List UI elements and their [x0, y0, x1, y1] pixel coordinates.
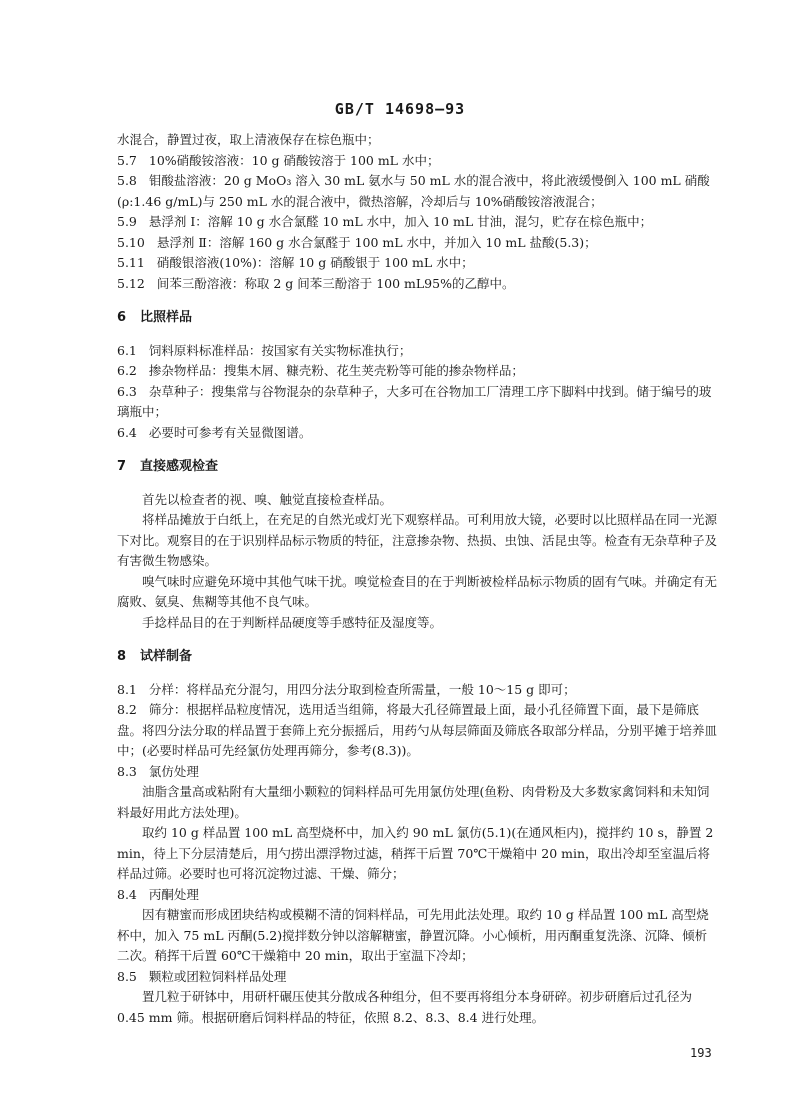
clause-text: 筛分：根据样品粒度情况，选用适当组筛，将最大孔径筛置最上面，最小孔径筛置下面，最下是筛底盘。将四分法分取的样品置于套筛上充分振摇后，用药勺从每层筛面及筛底各取部分样品，分别平摊于培养皿中；(必要时样品可先经氯仿处理再筛分，参考(8.3))。: [117, 702, 718, 758]
clause-text: 首先以检查者的视、嗅、触觉直接检查样品。: [142, 491, 393, 507]
clause-number: 5.10: [117, 234, 145, 250]
document-body: [117, 130, 717, 1028]
paragraph: [117, 151, 717, 172]
clause-text: 水混合，静置过夜，取上清液保存在棕色瓶中；: [117, 132, 380, 147]
paragraph: [117, 490, 717, 511]
paragraph: [117, 341, 717, 362]
clause-number: 7: [117, 459, 127, 474]
paragraph: [117, 274, 717, 295]
clause-text: 氯仿处理: [148, 763, 199, 779]
clause-text: 试样制备: [140, 649, 193, 664]
paragraph: [117, 130, 717, 151]
paragraph: [117, 510, 717, 572]
clause-text: 悬浮剂 Ⅰ：溶解 10 g 水合氯醛 10 mL 水中，加入 10 mL 甘油，混匀，贮存在棕色瓶中；: [148, 214, 653, 229]
paragraph: [117, 782, 717, 823]
clause-number: 6.2: [117, 363, 137, 378]
clause-number: 8.5: [117, 968, 137, 984]
clause-number: 6: [117, 310, 127, 325]
clause-number: 5.9: [117, 214, 137, 229]
section-heading: [117, 647, 717, 668]
clause-text: 丙酮处理: [148, 886, 199, 902]
clause-text: 直接感观检查: [140, 459, 219, 474]
paragraph: [117, 233, 717, 254]
paragraph: [117, 680, 717, 701]
clause-number: 8: [117, 649, 127, 664]
clause-text: 饲料原料标准样品：按国家有关实物标准执行；: [148, 342, 412, 358]
clause-number: 5.8: [117, 173, 137, 188]
clause-text: 分样：将样品充分混匀，用四分法分取到检查所需量，一般 10～15 g 即可；: [148, 681, 576, 697]
paragraph: [117, 967, 717, 988]
clause-number: 5.12: [117, 275, 145, 291]
page-header: GB/T 14698—93: [334, 100, 466, 118]
paragraph: [117, 212, 717, 233]
clause-number: 6.1: [117, 342, 137, 358]
clause-text: 比照样品: [140, 310, 193, 325]
clause-text: 悬浮剂 Ⅱ：溶解 160 g 水合氯醛于 100 mL 水中，并加入 10 mL 盐酸(5.3)；: [156, 234, 597, 250]
clause-text: 手捻样品目的在于判断样品硬度等手感特征及湿度等。: [142, 614, 443, 630]
clause-text: 杂草种子：搜集常与谷物混杂的杂草种子，大多可在谷物加工厂清理工序下脚料中找到。储于编号的玻璃瓶中；: [117, 383, 712, 419]
paragraph: [117, 987, 717, 1028]
clause-number: 6.3: [117, 383, 137, 399]
clause-text: 因有糖蜜而形成团块结构或模糊不清的饲料样品，可先用此法处理。取约 10 g 样品置 100 mL 高型烧杯中，加入 75 mL 丙酮(5.2)搅拌数分钟以溶解糖蜜，静置沉降。小心倾析，用丙酮重复洗涤、沉降、倾析二次。稍挥干后置 60℃干燥箱中 20 min，取出于室温下冷却；: [117, 907, 709, 963]
clause-number: 8.3: [117, 763, 137, 779]
clause-number: 6.4: [117, 424, 137, 440]
paragraph: [117, 700, 717, 762]
clause-number: 8.2: [117, 702, 137, 717]
clause-text: 10%硝酸铵溶液：10 g 硝酸铵溶于 100 mL 水中；: [148, 152, 440, 168]
clause-text: 颗粒或团粒饲料样品处理: [148, 968, 287, 984]
clause-number: 5.7: [117, 152, 137, 168]
clause-text: 必要时可参考有关显微图谱。: [148, 424, 312, 440]
paragraph: [117, 613, 717, 634]
paragraph: [117, 572, 717, 613]
paragraph: [117, 382, 717, 423]
clause-text: 硝酸银溶液(10%)：溶解 10 g 硝酸银于 100 mL 水中；: [156, 255, 474, 270]
clause-number: 8.4: [117, 886, 137, 902]
clause-text: 置几粒于研钵中，用研杆碾压使其分散成各种组分，但不要再将组分本身研碎。初步研磨后过孔径为 0.45 mm 筛。根据研磨后饲料样品的特征，依照 8.2、8.3、8.4 进行处理。: [117, 989, 693, 1025]
section-heading: [117, 457, 717, 478]
paragraph: [117, 762, 717, 783]
clause-text: 取约 10 g 样品置 100 mL 高型烧杯中，加入约 90 mL 氯仿(5.1)(在通风柜内)，搅拌约 10 s，静置 2 min，待上下分层清楚后，用勺捞出漂浮物过滤，稍挥干后置 70℃干燥箱中 20 min，取出冷却至室温后将样品过筛。必要时也可将沉淀物过滤、干燥、筛分；: [117, 825, 714, 881]
paragraph: [117, 423, 717, 444]
paragraph: [117, 171, 717, 212]
clause-text: 油脂含量高或粘附有大量细小颗粒的饲料样品可先用氯仿处理(鱼粉、肉骨粉及大多数家禽饲料和未知饲料最好用此方法处理)。: [117, 784, 710, 820]
paragraph: [117, 885, 717, 906]
page-number: 193: [690, 1046, 712, 1060]
clause-text: 间苯三酚溶液：称取 2 g 间苯三酚溶于 100 mL95%的乙醇中。: [156, 275, 515, 291]
paragraph: [117, 253, 717, 274]
clause-text: 将样品摊放于白纸上，在充足的自然光或灯光下观察样品。可利用放大镜，必要时以比照样品在同一光源下对比。观察目的在于识别样品标示物质的特征，注意掺杂物、热损、虫蚀、活昆虫等。检查有无杂草种子及有害微生物感染。: [117, 512, 718, 568]
paragraph: [117, 905, 717, 967]
clause-number: 8.1: [117, 681, 137, 697]
clause-number: 5.11: [117, 255, 145, 270]
clause-text: 掺杂物样品：搜集木屑、糠壳粉、花生荚壳粉等可能的掺杂物样品；: [148, 363, 524, 378]
paragraph: [117, 361, 717, 382]
paragraph: [117, 823, 717, 885]
section-heading: [117, 308, 717, 329]
clause-text: 嗅气味时应避免环境中其他气味干扰。嗅觉检查目的在于判断被检样品标示物质的固有气味。并确定有无腐败、氨臭、焦糊等其他不良气味。: [117, 573, 718, 609]
clause-text: 钼酸盐溶液：20 g MoO₃ 溶入 30 mL 氨水与 50 mL 水的混合液中，将此液缓慢倒入 100 mL 硝酸(ρ:1.46 g/mL)与 250 mL 水的混合液中，微热溶解，冷却后与 10%硝酸铵溶液混合；: [117, 173, 710, 209]
